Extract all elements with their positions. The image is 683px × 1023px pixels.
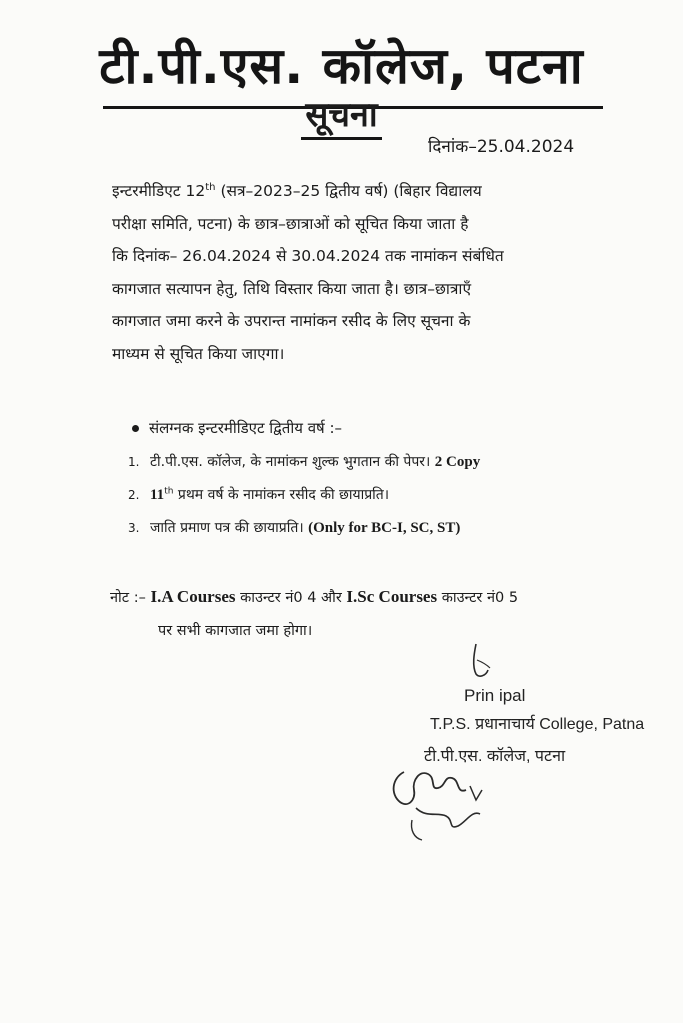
item-number: 1. xyxy=(128,455,140,469)
body-line-6: माध्यम से सूचित किया जाएगा। xyxy=(112,344,285,363)
note-label: नोट :– xyxy=(110,590,146,606)
attachments-heading xyxy=(132,418,342,438)
note-ia-courses: I.A Courses xyxy=(150,587,236,606)
note-line-2: पर सभी कागजात जमा होगा। xyxy=(158,623,313,639)
signature-icon xyxy=(386,760,496,850)
body-line-4: कागजात सत्यापन हेतु, तिथि विस्तार किया जाता है। छात्र–छात्राएँ xyxy=(112,279,472,298)
item-text: जाति प्रमाण पत्र की छायाप्रति। xyxy=(150,520,304,536)
body-line-3: कि दिनांक– 26.04.2024 से 30.04.2024 तक नामांकन संबंधित xyxy=(112,247,504,266)
item-ordinal: 11 xyxy=(150,487,165,503)
list-item xyxy=(128,512,480,545)
bullet-icon xyxy=(132,425,139,432)
body-line-5: कागजात जमा करने के उपरान्त नामांकन रसीद के लिए सूचना के xyxy=(112,312,471,331)
note-counter-4: काउन्टर नं0 4 और xyxy=(240,590,342,606)
stamp-college-name: T.P.S. प्रधानाचार्य College, Patna xyxy=(430,716,645,733)
note-line-1 xyxy=(110,580,518,615)
item-extra: 2 Copy xyxy=(434,454,481,470)
notice-heading-text: सूचना xyxy=(301,95,381,140)
body-line-1: इन्टरमीडिएट 12th (सत्र–2023–25 द्वितीय वर्ष) (बिहार विद्यालय xyxy=(112,182,482,201)
stamp-hindi-name: टी.पी.एस. कॉलेज, पटना xyxy=(424,748,566,765)
attachments-list xyxy=(128,446,480,545)
note-isc-courses: I.Sc Courses xyxy=(346,587,438,606)
item-text: प्रथम वर्ष के नामांकन रसीद की छायाप्रति। xyxy=(173,487,390,503)
note-block xyxy=(110,580,518,648)
item-ordinal-suffix: th xyxy=(164,486,174,497)
item-number: 2. xyxy=(128,488,140,502)
body-line-2: परीक्षा समिति, पटना) के छात्र–छात्राओं को सूचित किया जाता है xyxy=(112,214,469,233)
notice-date: दिनांक–25.04.2024 xyxy=(428,137,575,157)
notice-heading xyxy=(0,90,683,136)
item-number: 3. xyxy=(128,521,140,535)
initial-mark-icon xyxy=(468,640,498,690)
attachments-heading-text: संलग्नक इन्टरमीडिएट द्वितीय वर्ष :– xyxy=(149,419,343,437)
list-item xyxy=(128,479,480,512)
item-extra: (Only for BC-I, SC, ST) xyxy=(308,520,461,536)
notice-body xyxy=(112,172,582,370)
list-item xyxy=(128,446,480,479)
principal-title: Prin ipal xyxy=(464,686,526,705)
college-name: टी.पी.एस. कॉलेज, पटना xyxy=(99,37,584,95)
item-text: टी.पी.एस. कॉलेज, के नामांकन शुल्क भुगतान की पेपर। xyxy=(150,454,431,470)
note-counter-5: काउन्टर नं0 5 xyxy=(441,590,519,606)
